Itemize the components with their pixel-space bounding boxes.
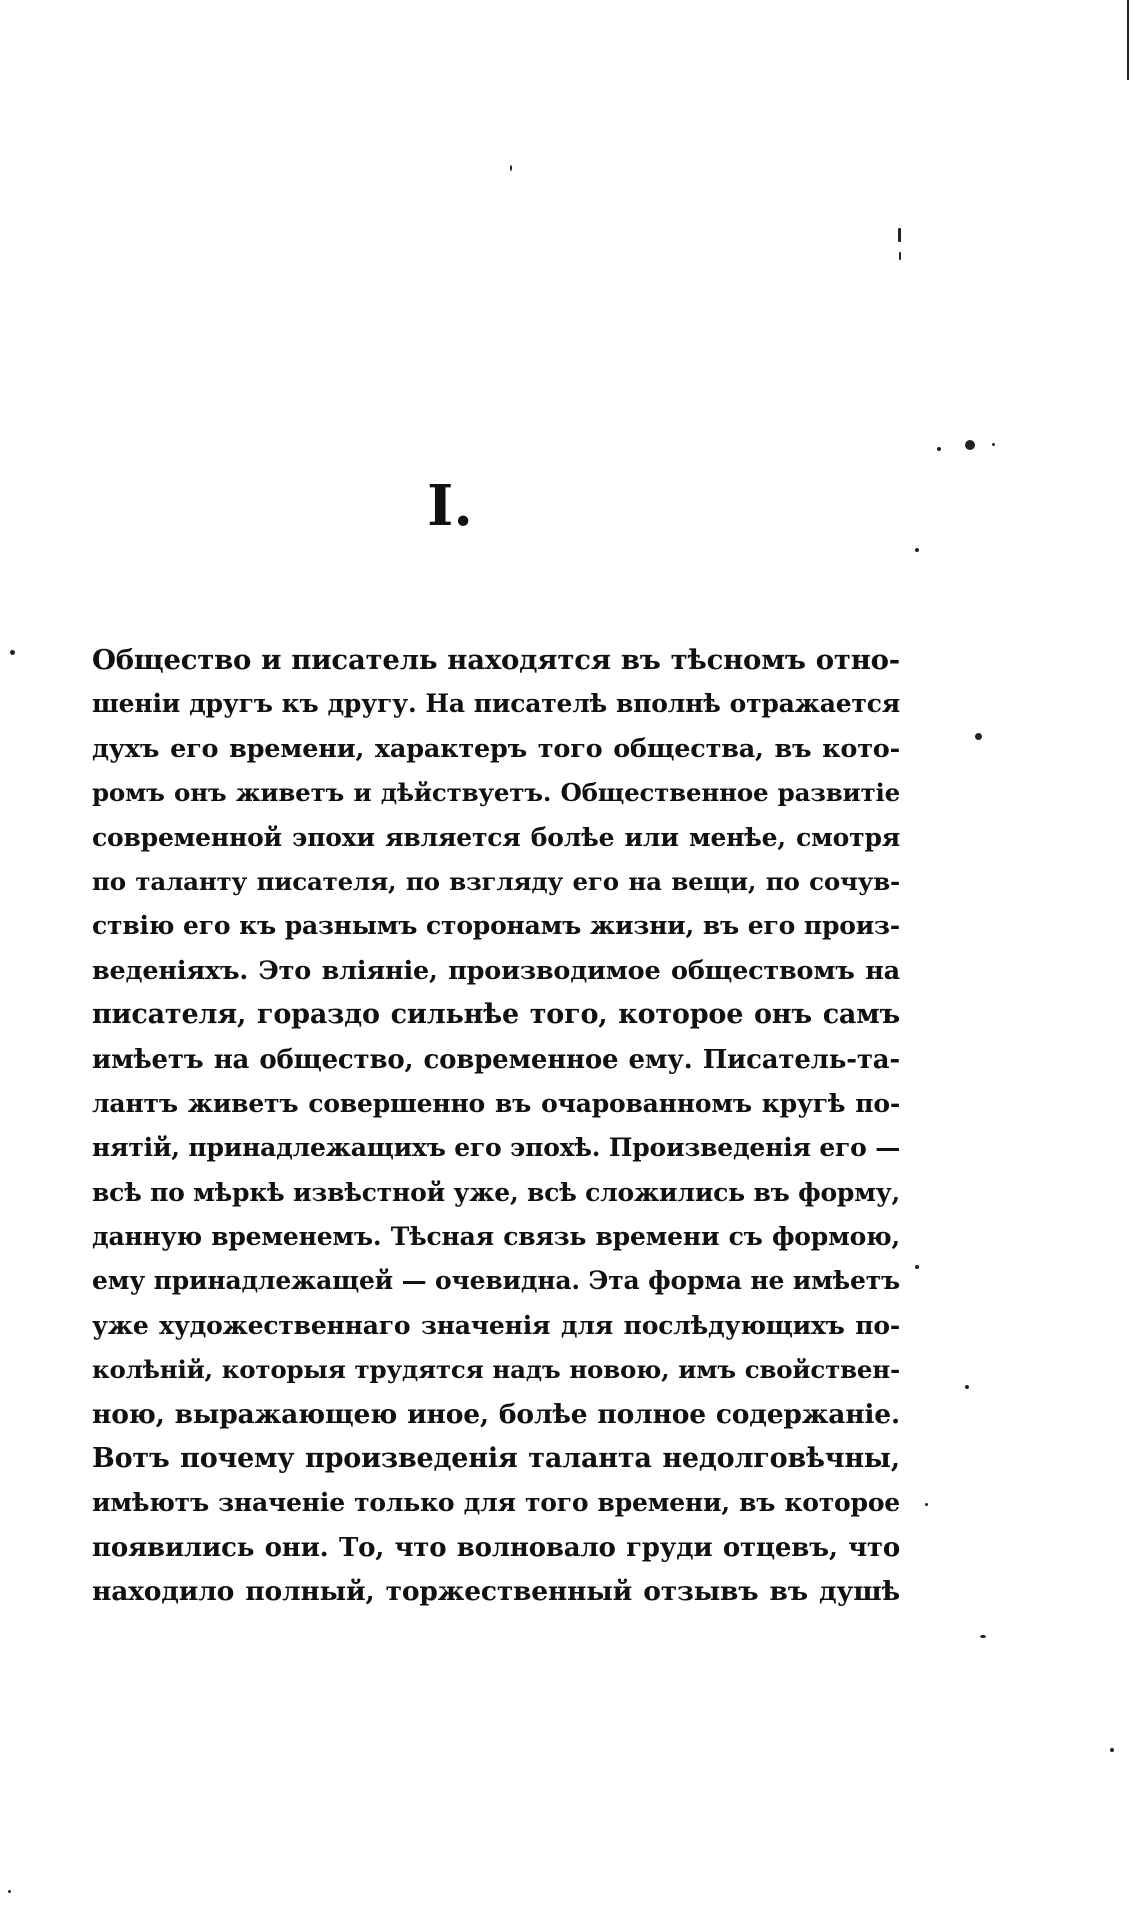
text-line: появились они. То, что волновало груди отцевъ, что [92,1532,900,1563]
chapter-number: I. [427,473,473,539]
text-line: писателя, гораздо сильнѣе того, которое онъ самъ [92,999,900,1031]
scan-speck [915,548,919,552]
scan-speck [980,1635,986,1638]
text-line: по таланту писателя, по взгляду его на вещи, по сочув- [92,866,900,896]
scan-speck [975,733,982,740]
scan-speck [510,165,512,171]
text-line: Общество и писатель находятся въ тѣсномъ отно- [92,644,900,676]
scan-speck [898,228,901,242]
text-line: данную временемъ. Тѣсная связь времени съ формою, [92,1222,900,1252]
scan-speck [937,447,941,451]
text-line: современной эпохи является болѣе или менѣе, смотря [92,822,900,852]
scan-speck [1110,1748,1114,1752]
text-line: ною, выражающею иное, болѣе полное содержаніе. [92,1398,900,1430]
text-line: шеніи другъ къ другу. На писателѣ вполнѣ отражается [92,689,900,719]
text-line: имѣетъ на общество, современное ему. Писатель-та- [92,1044,900,1075]
text-line: ему принадлежащей — очевидна. Эта форма не имѣетъ [92,1266,900,1296]
text-line: ромъ онъ живетъ и дѣйствуетъ. Общественное развитіе [92,778,900,808]
scan-speck [10,650,15,655]
text-line: ствію его къ разнымъ сторонамъ жизни, въ его произ- [92,911,900,941]
scan-speck [965,1385,969,1389]
text-line: уже художественнаго значенія для послѣдующихъ по- [92,1310,900,1340]
scan-speck [992,443,995,446]
scan-speck [899,252,901,260]
text-line: имѣютъ значеніе только для того времени, въ которое [92,1488,900,1518]
text-line: находило полный, торжественный отзывъ въ душѣ [92,1576,900,1608]
text-line: всѣ по мѣркѣ извѣстной уже, всѣ сложились въ форму, [92,1177,901,1207]
text-line: лантъ живетъ совершенно въ очарованномъ кругѣ по- [92,1088,900,1118]
text-line: духъ его времени, характеръ того общества, въ кото- [92,733,900,764]
text-line: веденіяхъ. Это вліяніе, производимое обществомъ на [92,955,900,986]
scan-speck [925,1503,928,1506]
page-edge-mark [1127,0,1129,80]
text-line: Вотъ почему произведенія таланта недолговѣчны, [92,1443,900,1475]
body-text [92,638,900,1615]
text-line: колѣній, которыя трудятся надъ новою, имъ свойствен- [92,1355,900,1385]
scan-speck [965,440,975,450]
scan-speck [915,1265,919,1269]
scan-speck [8,1890,11,1893]
text-line: нятій, принадлежащихъ его эпохѣ. Произведенія его — [92,1133,900,1163]
